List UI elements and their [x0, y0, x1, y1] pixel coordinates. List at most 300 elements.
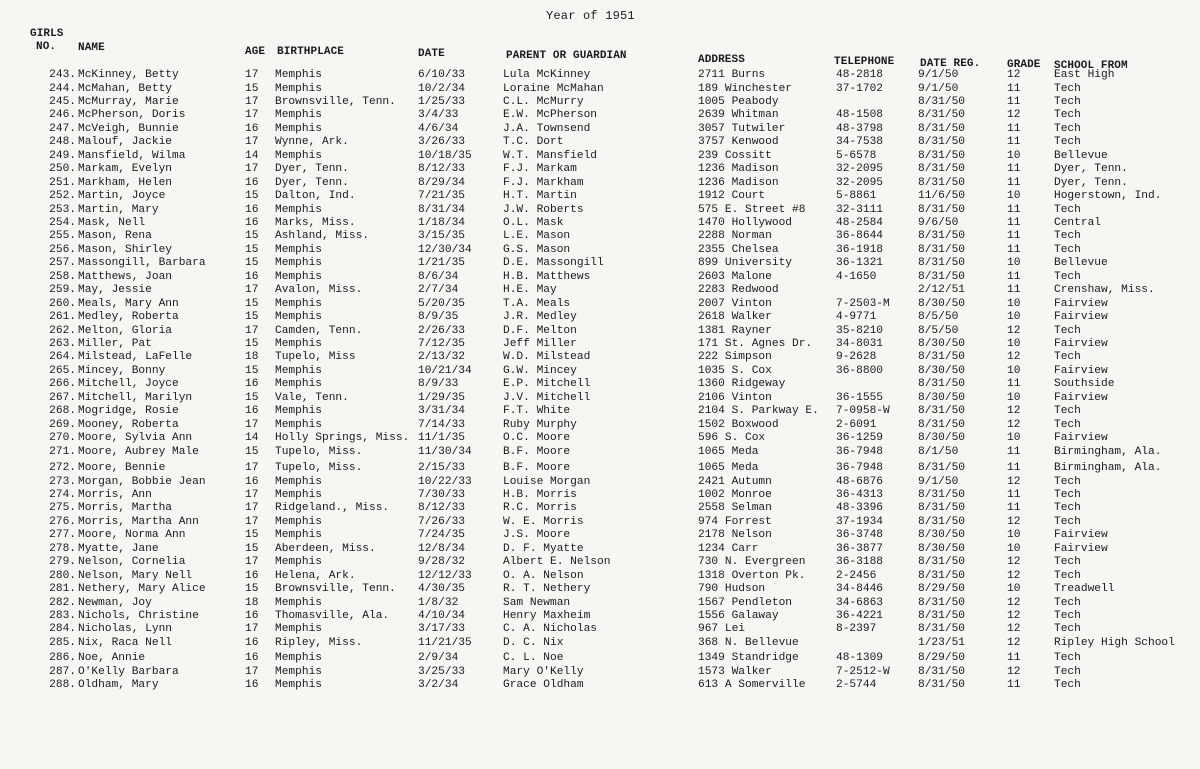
table-row [0, 271, 1200, 284]
student-age: 17 [245, 109, 259, 122]
student-name: Matthews, Joan [78, 270, 172, 283]
parent-guardian: H.E. May [503, 284, 557, 297]
record-number: 282. [49, 596, 76, 609]
header-birthplace: BIRTHPLACE [277, 46, 345, 58]
student-age: 17 [245, 95, 259, 108]
birth-date: 1/8/32 [418, 596, 459, 609]
parent-guardian: L.E. Mason [503, 230, 571, 243]
telephone: 36-1918 [836, 243, 883, 256]
date-registered: 8/31/50 [918, 136, 965, 149]
parent-guardian: G.W. Mincey [503, 364, 577, 377]
grade: 11 [1007, 502, 1021, 515]
date-registered: 8/30/50 [918, 529, 965, 542]
student-age: 17 [245, 418, 259, 431]
telephone: 36-1321 [836, 257, 883, 270]
grade: 11 [1007, 284, 1021, 297]
telephone: 48-1309 [836, 652, 883, 665]
birthplace: Memphis [275, 475, 322, 488]
date-registered: 8/31/50 [918, 515, 965, 528]
table-row [0, 96, 1200, 109]
telephone: 32-2095 [836, 176, 883, 189]
student-age: 17 [245, 665, 259, 678]
address: 2421 Autumn [698, 475, 772, 488]
birth-date: 5/20/35 [418, 297, 465, 310]
telephone: 7-0958-W [836, 405, 890, 418]
address: 368 N. Bellevue [698, 636, 799, 649]
address: 2711 Burns [698, 69, 766, 81]
birth-date: 10/2/34 [418, 82, 465, 95]
record-number: 281. [49, 583, 76, 596]
record-number: 252. [49, 190, 76, 203]
record-number: 249. [49, 149, 76, 162]
address: 1005 Peabody [698, 95, 779, 108]
address: 222 Simpson [698, 351, 772, 364]
table-row [0, 123, 1200, 136]
parent-guardian: R.C. Morris [503, 502, 577, 515]
student-age: 17 [245, 488, 259, 501]
student-age: 15 [245, 297, 259, 310]
student-age: 17 [245, 284, 259, 297]
address: 2283 Redwood [698, 284, 779, 297]
record-number: 272. [49, 462, 76, 474]
record-number: 278. [49, 542, 76, 555]
address: 1349 Standridge [698, 652, 799, 665]
table-row [0, 338, 1200, 351]
birthplace: Memphis [275, 529, 322, 542]
date-registered: 8/29/50 [918, 583, 965, 596]
birthplace: Holly Springs, Miss. [275, 432, 410, 445]
birth-date: 8/31/34 [418, 203, 465, 216]
student-name: Nethery, Mary Alice [78, 583, 206, 596]
telephone: 2-6091 [836, 418, 877, 431]
address: 1002 Monroe [698, 488, 772, 501]
telephone: 7-2512-W [836, 665, 890, 678]
parent-guardian: E.W. McPherson [503, 109, 597, 122]
grade: 10 [1007, 311, 1021, 324]
birthplace: Dyer, Tenn. [275, 163, 349, 176]
birthplace: Memphis [275, 378, 322, 391]
address: 1065 Meda [698, 445, 759, 458]
birth-date: 1/18/34 [418, 216, 465, 229]
student-name: Mason, Shirley [78, 243, 172, 256]
grade: 11 [1007, 462, 1021, 474]
date-registered: 8/31/50 [918, 488, 965, 501]
student-age: 17 [245, 163, 259, 176]
telephone: 36-1555 [836, 391, 883, 404]
grade: 12 [1007, 610, 1021, 622]
address: 2106 Vinton [698, 391, 772, 404]
table-row [0, 666, 1200, 679]
birth-date: 8/9/35 [418, 311, 459, 324]
record-number: 254. [49, 216, 76, 229]
header-no: NO. [36, 41, 57, 53]
telephone: 8-2397 [836, 623, 877, 636]
address: 730 N. Evergreen [698, 556, 806, 569]
birth-date: 7/30/33 [418, 488, 465, 501]
parent-guardian: R. T. Nethery [503, 583, 591, 596]
birthplace: Helena, Ark. [275, 569, 356, 582]
school-from: Tech [1054, 82, 1081, 95]
address: 575 E. Street #8 [698, 203, 806, 216]
birth-date: 12/8/34 [418, 542, 465, 555]
student-name: Meals, Mary Ann [78, 297, 179, 310]
telephone: 36-4313 [836, 488, 883, 501]
birthplace: Wynne, Ark. [275, 136, 349, 149]
table-row [0, 311, 1200, 324]
address: 2618 Walker [698, 311, 772, 324]
header-date-reg: DATE REG. [920, 58, 981, 70]
table-row [0, 597, 1200, 610]
student-name: Moore, Norma Ann [78, 529, 186, 542]
parent-guardian: Lula McKinney [503, 69, 591, 81]
student-name: Nichols, Christine [78, 610, 199, 622]
student-age: 16 [245, 122, 259, 135]
record-number: 283. [49, 610, 76, 622]
record-number: 257. [49, 257, 76, 270]
record-number: 280. [49, 569, 76, 582]
record-number: 268. [49, 405, 76, 418]
date-registered: 11/6/50 [918, 190, 965, 203]
student-age: 14 [245, 432, 259, 445]
student-name: Nicholas, Lynn [78, 623, 172, 636]
date-registered: 8/31/50 [918, 405, 965, 418]
birthplace: Memphis [275, 405, 322, 418]
student-age: 17 [245, 136, 259, 149]
address: 2639 Whitman [698, 109, 779, 122]
grade: 10 [1007, 391, 1021, 404]
parent-guardian: B.F. Moore [503, 462, 571, 474]
school-from: Tech [1054, 556, 1081, 569]
record-number: 284. [49, 623, 76, 636]
school-from: Tech [1054, 243, 1081, 256]
student-name: Morris, Martha [78, 502, 172, 515]
grade: 11 [1007, 203, 1021, 216]
student-name: McVeigh, Bunnie [78, 122, 179, 135]
birthplace: Memphis [275, 596, 322, 609]
birth-date: 9/28/32 [418, 556, 465, 569]
school-from: Tech [1054, 610, 1081, 622]
telephone: 36-7948 [836, 462, 883, 474]
grade: 10 [1007, 583, 1021, 596]
student-name: Markham, Helen [78, 176, 172, 189]
birth-date: 12/30/34 [418, 243, 472, 256]
grade: 12 [1007, 324, 1021, 337]
student-name: Morgan, Bobbie Jean [78, 475, 206, 488]
telephone: 36-3877 [836, 542, 883, 555]
student-name: Morris, Ann [78, 488, 152, 501]
address: 239 Cossitt [698, 149, 772, 162]
telephone: 32-3111 [836, 203, 883, 216]
birthplace: Memphis [275, 82, 322, 95]
student-name: Oldham, Mary [78, 679, 159, 692]
grade: 12 [1007, 596, 1021, 609]
student-age: 18 [245, 596, 259, 609]
student-name: McMahan, Betty [78, 82, 172, 95]
address: 790 Hudson [698, 583, 766, 596]
school-from: Bellevue [1054, 149, 1108, 162]
birth-date: 7/24/35 [418, 529, 465, 542]
school-from: Bellevue [1054, 257, 1108, 270]
date-registered: 8/30/50 [918, 338, 965, 350]
record-number: 263. [49, 338, 76, 350]
school-from: Tech [1054, 502, 1081, 515]
table-row [0, 284, 1200, 297]
student-name: Melton, Gloria [78, 324, 172, 337]
date-registered: 8/31/50 [918, 502, 965, 515]
birthplace: Memphis [275, 311, 322, 324]
table-row [0, 392, 1200, 405]
student-age: 15 [245, 311, 259, 324]
telephone: 34-7538 [836, 136, 883, 149]
parent-guardian: B.F. Moore [503, 445, 571, 458]
telephone: 48-2584 [836, 216, 883, 229]
student-age: 17 [245, 515, 259, 528]
student-name: O'Kelly Barbara [78, 665, 179, 678]
record-number: 262. [49, 324, 76, 337]
birth-date: 3/26/33 [418, 136, 465, 149]
table-row [0, 432, 1200, 445]
header-name: NAME [78, 42, 105, 54]
birthplace: Memphis [275, 488, 322, 501]
birthplace: Memphis [275, 338, 322, 350]
parent-guardian: W.T. Mansfield [503, 149, 597, 162]
birth-date: 8/29/34 [418, 176, 465, 189]
student-name: Moore, Sylvia Ann [78, 432, 193, 445]
student-name: Markam, Evelyn [78, 163, 172, 176]
birthplace: Memphis [275, 515, 322, 528]
telephone: 4-9771 [836, 311, 877, 324]
birthplace: Tupelo, Miss. [275, 462, 363, 474]
student-name: Myatte, Jane [78, 542, 159, 555]
address: 2603 Malone [698, 270, 772, 283]
school-from: Fairview [1054, 542, 1108, 555]
parent-guardian: F.J. Markham [503, 176, 584, 189]
date-registered: 8/31/50 [918, 378, 965, 391]
grade: 10 [1007, 432, 1021, 445]
school-from: Tech [1054, 652, 1081, 665]
parent-guardian: W.D. Milstead [503, 351, 591, 364]
record-number: 274. [49, 488, 76, 501]
grade: 11 [1007, 176, 1021, 189]
student-name: Massongill, Barbara [78, 257, 206, 270]
student-name: Martin, Mary [78, 203, 159, 216]
grade: 12 [1007, 109, 1021, 122]
student-age: 16 [245, 176, 259, 189]
birthplace: Memphis [275, 665, 322, 678]
school-from: Fairview [1054, 338, 1108, 350]
birthplace: Memphis [275, 364, 322, 377]
student-name: Martin, Joyce [78, 190, 166, 203]
student-age: 15 [245, 583, 259, 596]
birthplace: Ashland, Miss. [275, 230, 369, 243]
telephone: 36-3748 [836, 529, 883, 542]
birth-date: 1/29/35 [418, 391, 465, 404]
record-number: 256. [49, 243, 76, 256]
school-from: Tech [1054, 665, 1081, 678]
parent-guardian: J.V. Mitchell [503, 391, 591, 404]
date-registered: 8/5/50 [918, 311, 959, 324]
grade: 10 [1007, 149, 1021, 162]
address: 613 A Somerville [698, 679, 806, 692]
address: 2288 Norman [698, 230, 772, 243]
address: 1381 Rayner [698, 324, 772, 337]
record-number: 286. [49, 652, 76, 665]
parent-guardian: F.T. White [503, 405, 571, 418]
grade: 10 [1007, 297, 1021, 310]
parent-guardian: J.R. Medley [503, 311, 577, 324]
grade: 11 [1007, 95, 1021, 108]
birth-date: 2/26/33 [418, 324, 465, 337]
date-registered: 8/31/50 [918, 109, 965, 122]
telephone: 36-1259 [836, 432, 883, 445]
birthplace: Memphis [275, 679, 322, 692]
telephone: 5-6578 [836, 149, 877, 162]
birth-date: 2/7/34 [418, 284, 459, 297]
grade: 10 [1007, 542, 1021, 555]
date-registered: 8/30/50 [918, 391, 965, 404]
school-from: Tech [1054, 136, 1081, 149]
telephone: 48-2818 [836, 69, 883, 81]
table-row [0, 69, 1200, 82]
school-from: East High [1054, 69, 1115, 81]
birth-date: 2/9/34 [418, 652, 459, 665]
telephone: 5-8861 [836, 190, 877, 203]
telephone: 35-8210 [836, 324, 883, 337]
student-name: Nelson, Cornelia [78, 556, 186, 569]
birth-date: 3/2/34 [418, 679, 459, 692]
table-row [0, 109, 1200, 122]
parent-guardian: O.C. Moore [503, 432, 571, 445]
record-number: 266. [49, 378, 76, 391]
grade: 12 [1007, 623, 1021, 636]
date-registered: 9/1/50 [918, 69, 959, 81]
birth-date: 3/4/33 [418, 109, 459, 122]
student-name: Morris, Martha Ann [78, 515, 199, 528]
student-name: Noe, Annie [78, 652, 146, 665]
date-registered: 2/12/51 [918, 284, 965, 297]
address: 1035 S. Cox [698, 364, 772, 377]
student-name: Mooney, Roberta [78, 418, 179, 431]
date-registered: 8/31/50 [918, 163, 965, 176]
record-number: 250. [49, 163, 76, 176]
parent-guardian: H.B. Morris [503, 488, 577, 501]
parent-guardian: H.B. Matthews [503, 270, 591, 283]
grade: 11 [1007, 378, 1021, 391]
student-age: 15 [245, 243, 259, 256]
telephone: 7-2503-M [836, 297, 890, 310]
address: 3057 Tutwiler [698, 122, 786, 135]
birthplace: Tupelo, Miss [275, 351, 356, 364]
student-age: 16 [245, 652, 259, 665]
record-number: 271. [49, 445, 76, 458]
birth-date: 7/12/35 [418, 338, 465, 350]
table-row [0, 365, 1200, 378]
grade: 12 [1007, 69, 1021, 81]
birthplace: Ridgeland., Miss. [275, 502, 390, 515]
record-number: 245. [49, 95, 76, 108]
birth-date: 10/21/34 [418, 364, 472, 377]
address: 1912 Court [698, 190, 766, 203]
record-number: 246. [49, 109, 76, 122]
birth-date: 2/15/33 [418, 462, 465, 474]
parent-guardian: O.L. Mask [503, 216, 564, 229]
table-row [0, 476, 1200, 489]
telephone: 34-6863 [836, 596, 883, 609]
school-from: Southside [1054, 378, 1115, 391]
birthplace: Memphis [275, 203, 322, 216]
student-age: 18 [245, 351, 259, 364]
table-row [0, 405, 1200, 418]
record-number: 277. [49, 529, 76, 542]
address: 171 St. Agnes Dr. [698, 338, 813, 350]
table-row [0, 378, 1200, 391]
record-number: 265. [49, 364, 76, 377]
school-from: Fairview [1054, 364, 1108, 377]
birthplace: Memphis [275, 652, 322, 665]
table-row [0, 652, 1200, 665]
parent-guardian: Sam Newman [503, 596, 571, 609]
table-row [0, 351, 1200, 364]
address: 1236 Madison [698, 176, 779, 189]
grade: 12 [1007, 569, 1021, 582]
address: 2104 S. Parkway E. [698, 405, 819, 418]
record-number: 259. [49, 284, 76, 297]
address: 899 University [698, 257, 792, 270]
student-name: McKinney, Betty [78, 69, 179, 81]
parent-guardian: D.E. Massongill [503, 257, 604, 270]
birthplace: Vale, Tenn. [275, 391, 349, 404]
student-name: McPherson, Doris [78, 109, 186, 122]
record-number: 269. [49, 418, 76, 431]
record-number: 267. [49, 391, 76, 404]
student-name: Moore, Aubrey Male [78, 445, 199, 458]
school-from: Birmingham, Ala. [1054, 445, 1162, 458]
birth-date: 6/10/33 [418, 69, 465, 81]
birthplace: Memphis [275, 243, 322, 256]
record-number: 251. [49, 176, 76, 189]
grade: 11 [1007, 230, 1021, 243]
address: 2558 Selman [698, 502, 772, 515]
school-from: Tech [1054, 270, 1081, 283]
student-name: Miller, Pat [78, 338, 152, 350]
table-row [0, 325, 1200, 338]
record-number: 264. [49, 351, 76, 364]
student-age: 17 [245, 69, 259, 81]
birthplace: Camden, Tenn. [275, 324, 363, 337]
address: 1470 Hollywood [698, 216, 792, 229]
telephone: 36-7948 [836, 445, 883, 458]
school-from: Tech [1054, 515, 1081, 528]
table-row [0, 543, 1200, 556]
parent-guardian: C.L. McMurry [503, 95, 584, 108]
telephone: 48-1508 [836, 109, 883, 122]
school-from: Tech [1054, 122, 1081, 135]
grade: 10 [1007, 190, 1021, 203]
birthplace: Memphis [275, 270, 322, 283]
address: 1360 Ridgeway [698, 378, 786, 391]
table-row [0, 516, 1200, 529]
birth-date: 3/15/35 [418, 230, 465, 243]
address: 3757 Kenwood [698, 136, 779, 149]
birth-date: 4/30/35 [418, 583, 465, 596]
record-number: 285. [49, 636, 76, 649]
record-number: 243. [49, 69, 76, 81]
student-name: Nelson, Mary Nell [78, 569, 193, 582]
birth-date: 3/25/33 [418, 665, 465, 678]
student-age: 14 [245, 149, 259, 162]
student-age: 16 [245, 610, 259, 622]
birthplace: Memphis [275, 257, 322, 270]
